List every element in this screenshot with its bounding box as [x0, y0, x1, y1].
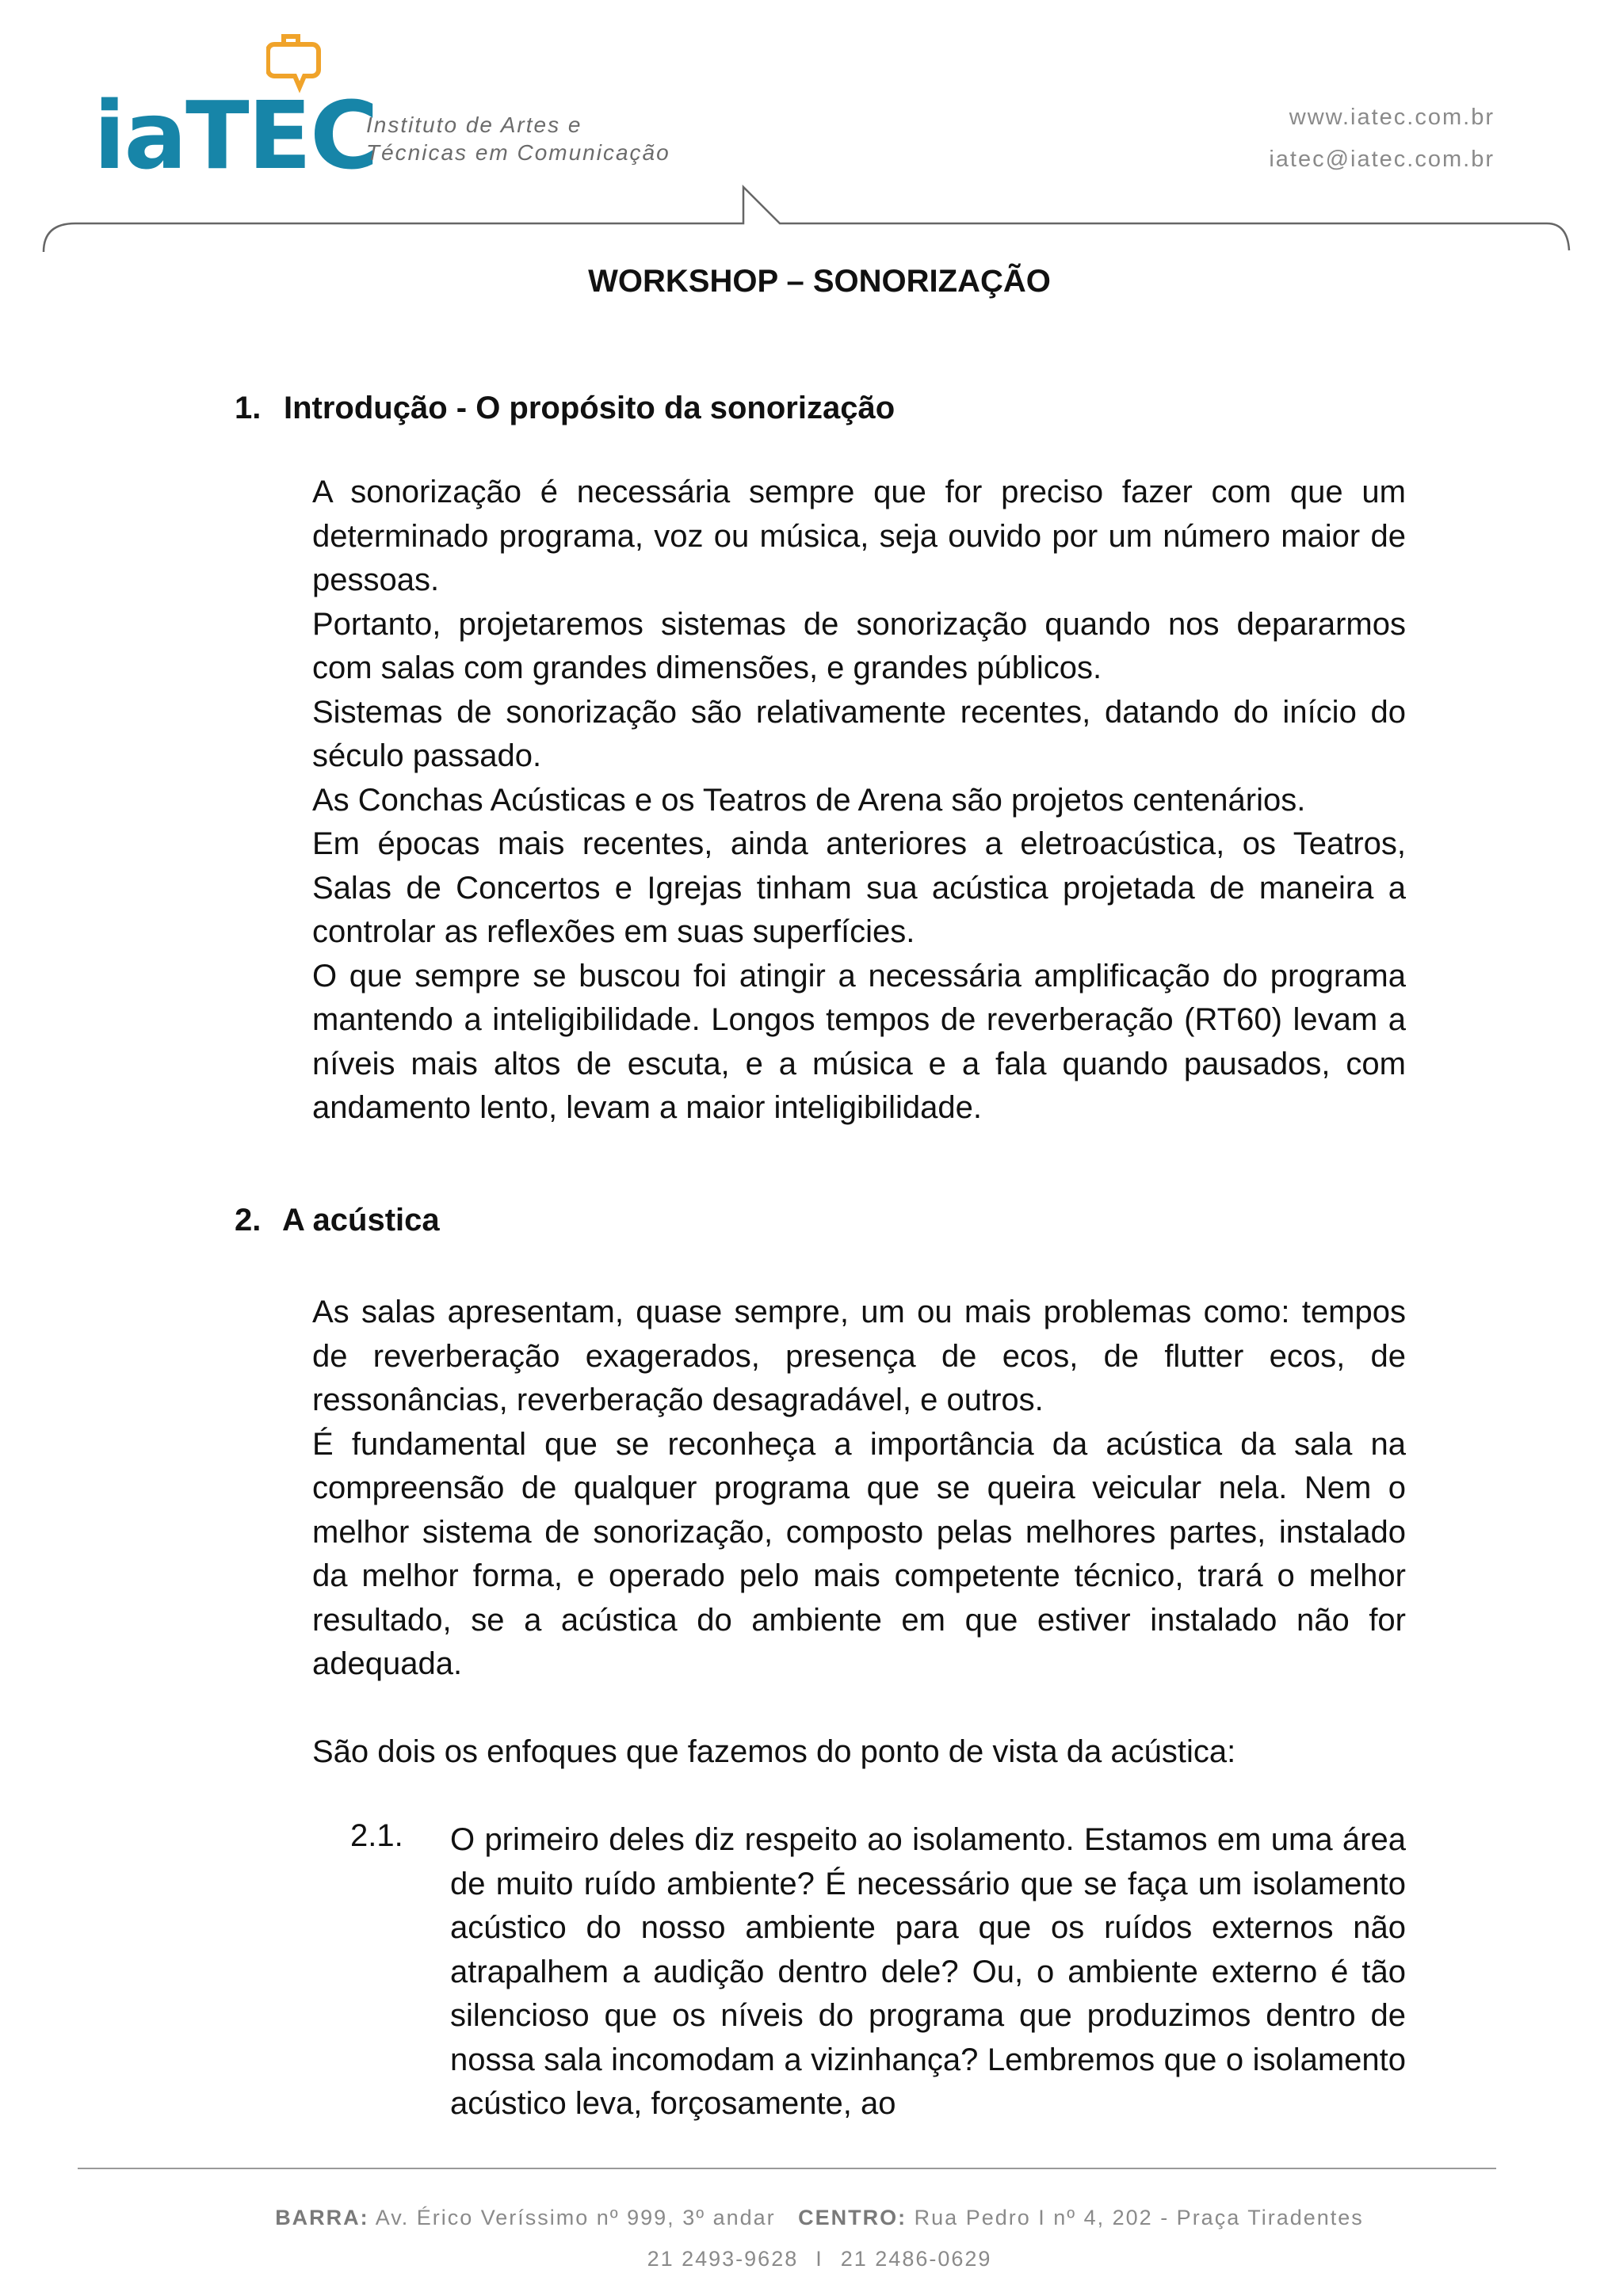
- paragraph: O primeiro deles diz respeito ao isolamento. Estamos em uma área de muito ruído ambiente? É necessário que se faça um isolamento acústico do nosso ambiente para que os ruídos externos não atrapalhem a audição dentro dele? Ou, o ambiente externo é tão silencioso que os níveis do programa que produzimos dentro de nossa sala incomodam a vizinhança? Lembremos que o isolamento acústico leva, forçosamente, ao: [450, 1822, 1406, 2121]
- paragraph: Em épocas mais recentes, ainda anteriores a eletroacústica, os Teatros, Salas de Concertos e Igrejas tinham sua acústica projetada de maneira a controlar as reflexões em suas superfícies.: [312, 826, 1406, 949]
- paragraph: É fundamental que se reconheça a importância da acústica da sala na compreensão de qualquer programa que se queira veicular nela. Nem o melhor sistema de sonorização, composto pelas melhores partes, instalado da melhor forma, e operado pelo mais competente técnico, trará o melhor resultado, se a acústica do ambiente em que estiver instalado não for adequada.: [312, 1426, 1406, 1681]
- subsection-number: 2.1.: [350, 1818, 403, 1853]
- logo-wordmark: iaTEC: [94, 81, 377, 190]
- paragraph: O que sempre se buscou foi atingir a necessária amplificação do programa mantendo a inteligibilidade. Longos tempos de reverberação (RT60) levam a níveis mais altos de escuta, e a música e a fala quando pausados, com andamento lento, levam a maior inteligibilidade.: [312, 958, 1406, 1125]
- tagline-line-1: Instituto de Artes e: [366, 113, 582, 137]
- barra-address: Av. Érico Veríssimo nº 999, 3º andar: [375, 2206, 776, 2229]
- section-heading-1: [235, 391, 895, 426]
- section-title: A acústica: [282, 1203, 440, 1238]
- section-2-body: [312, 1291, 1406, 1687]
- barra-label: BARRA:: [275, 2206, 369, 2229]
- email-link[interactable]: iatec@iatec.com.br: [1269, 147, 1495, 172]
- tagline-line-2: Técnicas em Comunicação: [366, 140, 670, 165]
- paragraph: A sonorização é necessária sempre que for preciso fazer com que um determinado programa, voz ou música, seja ouvido por um número maior de pessoas.: [312, 475, 1406, 597]
- header-divider: [0, 0, 1623, 269]
- section-title: Introdução - O propósito da sonorização: [284, 391, 896, 425]
- footer-phones: [0, 2247, 1623, 2271]
- centro-address: Rua Pedro I nº 4, 202 - Praça Tiradentes: [914, 2206, 1364, 2229]
- section-number: 1.: [235, 391, 262, 425]
- subsection-2-1-body: [450, 1818, 1406, 2126]
- paragraph: Sistemas de sonorização são relativamente recentes, datando do início do século passado.: [312, 694, 1406, 773]
- footer-address: [0, 2206, 1623, 2230]
- centro-label: CENTRO:: [798, 2206, 907, 2229]
- phone-centro: 21 2486-0629: [840, 2247, 992, 2271]
- section-number: 2.: [235, 1203, 262, 1238]
- section-heading-2: [235, 1203, 440, 1238]
- paragraph: Portanto, projetaremos sistemas de sonorização quando nos depararmos com salas com grandes dimensões, e grandes públicos.: [312, 606, 1406, 685]
- paragraph: As Conchas Acústicas e os Teatros de Arena são projetos centenários.: [312, 782, 1306, 818]
- footer-divider: [78, 2168, 1496, 2169]
- phone-barra: 21 2493-9628: [647, 2247, 799, 2271]
- paragraph: As salas apresentam, quase sempre, um ou mais problemas como: tempos de reverberação exagerados, presença de ecos, de flutter ecos, de ressonâncias, reverberação desagradável, e outros.: [312, 1295, 1406, 1417]
- phone-separator: I: [815, 2247, 823, 2271]
- document-title: WORKSHOP – SONORIZAÇÃO: [588, 264, 1051, 299]
- website-link[interactable]: www.iatec.com.br: [1289, 105, 1495, 130]
- section-2-intro: [312, 1730, 1406, 1775]
- section-1-body: [312, 471, 1406, 1131]
- paragraph: São dois os enfoques que fazemos do ponto de vista da acústica:: [312, 1734, 1236, 1769]
